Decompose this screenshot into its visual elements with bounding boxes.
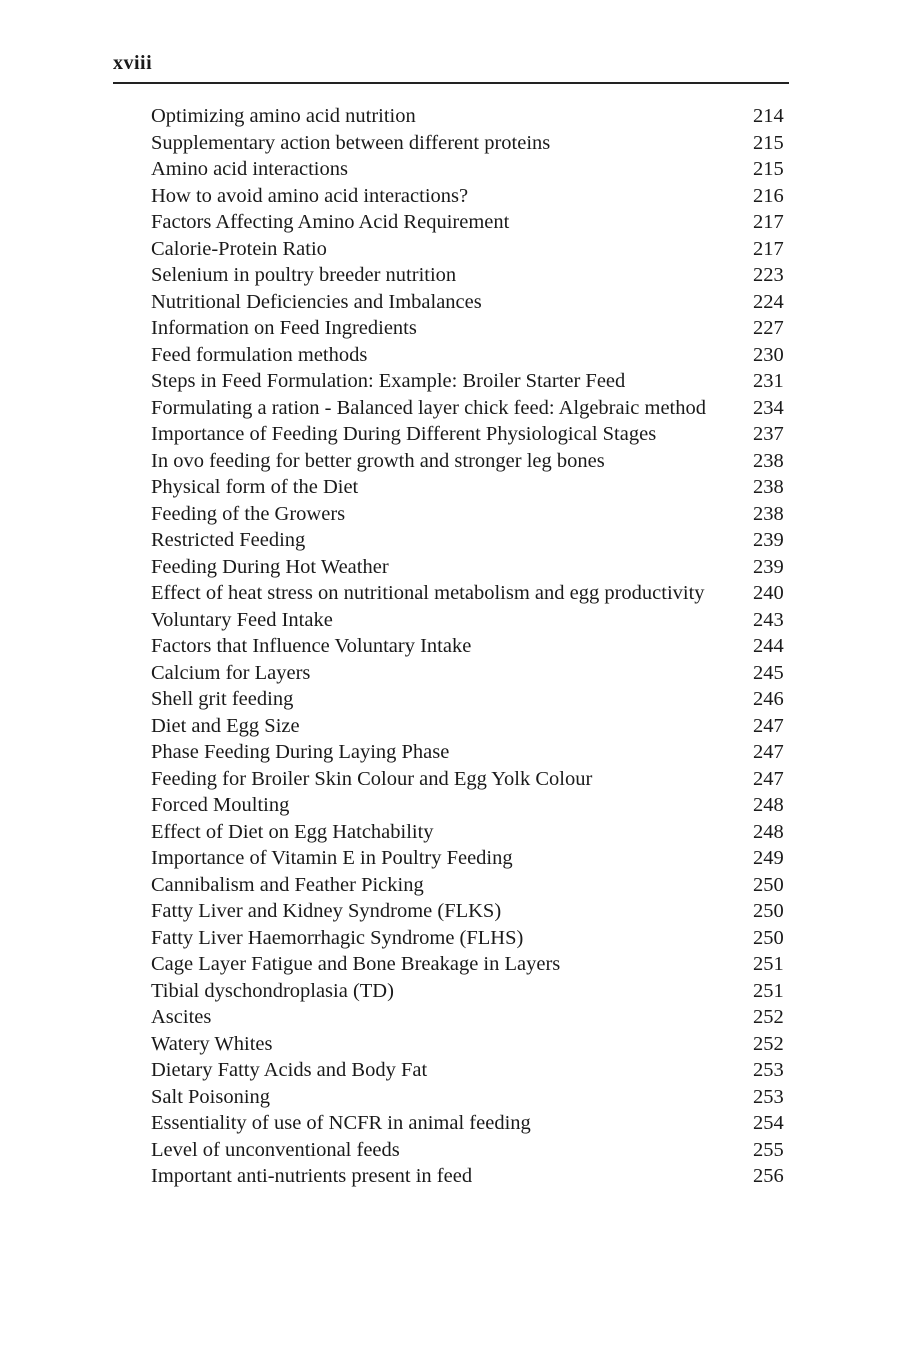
toc-entry-page: 216 bbox=[753, 184, 784, 207]
toc-entry-title: Level of unconventional feeds bbox=[151, 1138, 400, 1161]
toc-entry-page: 251 bbox=[753, 953, 784, 975]
toc-entry-page: 239 bbox=[753, 529, 784, 551]
toc-entry-page: 234 bbox=[753, 396, 784, 419]
toc-entry-page: 252 bbox=[753, 1032, 784, 1055]
toc-entry-title: Importance of Vitamin E in Poultry Feeding bbox=[151, 847, 513, 869]
toc-entry-title: Salt Poisoning bbox=[151, 1085, 271, 1108]
toc-entry bbox=[151, 368, 789, 395]
toc-entry bbox=[151, 289, 789, 316]
toc-entry-page: 224 bbox=[753, 290, 784, 313]
toc-entry bbox=[151, 342, 789, 369]
toc-entry-title: Steps in Feed Formulation: Example: Broiler Starter Feed bbox=[151, 370, 626, 392]
toc-entry-page: 254 bbox=[753, 1112, 784, 1134]
toc-entry bbox=[151, 554, 789, 581]
toc-entry bbox=[151, 315, 789, 342]
toc-entry bbox=[151, 925, 789, 952]
toc-entry-title: Important anti-nutrients present in feed bbox=[151, 1165, 473, 1187]
toc-entry-title: Diet and Egg Size bbox=[151, 714, 300, 737]
toc-entry-page: 217 bbox=[753, 211, 784, 233]
toc-entry bbox=[151, 448, 789, 475]
toc-entry-title: Nutritional Deficiencies and Imbalances bbox=[151, 290, 482, 313]
toc-entry bbox=[151, 1084, 789, 1111]
toc-entry-page: 244 bbox=[753, 635, 784, 657]
toc-entry-title: Feeding During Hot Weather bbox=[151, 555, 389, 578]
toc-entry bbox=[151, 580, 789, 607]
toc-entry-page: 253 bbox=[753, 1059, 784, 1081]
toc-entry-title: In ovo feeding for better growth and stronger leg bones bbox=[151, 449, 605, 472]
toc-entry bbox=[151, 1163, 789, 1190]
toc-entry-page: 217 bbox=[753, 237, 784, 260]
toc-entry-page: 215 bbox=[753, 131, 784, 154]
toc-entry-title: Calorie-Protein Ratio bbox=[151, 237, 327, 260]
toc-entry bbox=[151, 872, 789, 899]
toc-entry bbox=[151, 739, 789, 766]
toc-entry-page: 238 bbox=[753, 449, 784, 472]
toc-entry-title: Formulating a ration - Balanced layer chick feed: Algebraic method bbox=[151, 396, 707, 419]
header-rule bbox=[113, 82, 789, 84]
toc-entry-title: Watery Whites bbox=[151, 1032, 273, 1055]
toc-entry bbox=[151, 766, 789, 793]
toc-entry-page: 247 bbox=[753, 741, 784, 763]
toc-entry bbox=[151, 236, 789, 263]
table-of-contents bbox=[151, 103, 789, 1190]
toc-entry-page: 214 bbox=[753, 105, 784, 127]
toc-entry-page: 240 bbox=[753, 582, 784, 604]
toc-entry bbox=[151, 1004, 789, 1031]
toc-entry-title: Feeding of the Growers bbox=[151, 502, 346, 525]
toc-entry-page: 237 bbox=[753, 423, 784, 445]
toc-entry-page: 250 bbox=[753, 900, 784, 922]
toc-entry-title: Amino acid interactions bbox=[151, 158, 348, 180]
toc-entry bbox=[151, 845, 789, 872]
toc-entry-title: Optimizing amino acid nutrition bbox=[151, 105, 416, 127]
toc-entry bbox=[151, 898, 789, 925]
toc-entry-page: 245 bbox=[753, 661, 784, 684]
toc-entry-title: Fatty Liver Haemorrhagic Syndrome (FLHS) bbox=[151, 926, 524, 949]
toc-entry-page: 215 bbox=[753, 158, 784, 180]
toc-entry bbox=[151, 978, 789, 1005]
toc-entry-title: Physical form of the Diet bbox=[151, 476, 359, 498]
toc-entry-title: Cannibalism and Feather Picking bbox=[151, 873, 424, 896]
toc-entry-title: Fatty Liver and Kidney Syndrome (FLKS) bbox=[151, 900, 502, 922]
toc-entry bbox=[151, 103, 789, 130]
toc-entry bbox=[151, 713, 789, 740]
toc-entry bbox=[151, 660, 789, 687]
toc-entry-page: 255 bbox=[753, 1138, 784, 1161]
toc-entry-title: Dietary Fatty Acids and Body Fat bbox=[151, 1059, 428, 1081]
toc-entry-title: Feed formulation methods bbox=[151, 343, 368, 366]
toc-entry bbox=[151, 819, 789, 846]
toc-entry-page: 231 bbox=[753, 370, 784, 392]
page-number: xviii bbox=[113, 52, 153, 74]
toc-entry bbox=[151, 1031, 789, 1058]
toc-entry-title: Ascites bbox=[151, 1006, 212, 1028]
toc-entry bbox=[151, 1057, 789, 1084]
toc-entry bbox=[151, 501, 789, 528]
toc-entry-page: 238 bbox=[753, 502, 784, 525]
toc-entry-title: Shell grit feeding bbox=[151, 688, 294, 710]
toc-entry bbox=[151, 421, 789, 448]
toc-entry-title: Selenium in poultry breeder nutrition bbox=[151, 264, 457, 286]
toc-entry-title: Calcium for Layers bbox=[151, 661, 311, 684]
toc-entry-page: 230 bbox=[753, 343, 784, 366]
toc-entry bbox=[151, 395, 789, 422]
toc-entry-page: 238 bbox=[753, 476, 784, 498]
toc-entry-title: Factors that Influence Voluntary Intake bbox=[151, 635, 472, 657]
toc-entry-page: 256 bbox=[753, 1165, 784, 1187]
toc-entry-page: 247 bbox=[753, 714, 784, 737]
toc-entry-page: 223 bbox=[753, 264, 784, 286]
toc-entry bbox=[151, 686, 789, 713]
toc-entry-title: Voluntary Feed Intake bbox=[151, 608, 333, 631]
toc-entry-page: 247 bbox=[753, 767, 784, 790]
toc-entry-page: 251 bbox=[753, 979, 784, 1002]
toc-entry-title: Cage Layer Fatigue and Bone Breakage in Layers bbox=[151, 953, 561, 975]
toc-entry-title: Essentiality of use of NCFR in animal feeding bbox=[151, 1112, 531, 1134]
toc-entry-page: 239 bbox=[753, 555, 784, 578]
toc-entry-title: Restricted Feeding bbox=[151, 529, 306, 551]
toc-entry bbox=[151, 792, 789, 819]
toc-entry bbox=[151, 262, 789, 289]
toc-entry bbox=[151, 527, 789, 554]
toc-entry-page: 249 bbox=[753, 847, 784, 869]
toc-entry bbox=[151, 474, 789, 501]
toc-entry bbox=[151, 209, 789, 236]
toc-entry-page: 253 bbox=[753, 1085, 784, 1108]
toc-entry-page: 250 bbox=[753, 926, 784, 949]
toc-entry bbox=[151, 130, 789, 157]
toc-entry bbox=[151, 1110, 789, 1137]
toc-entry-title: Information on Feed Ingredients bbox=[151, 317, 417, 339]
toc-entry bbox=[151, 156, 789, 183]
toc-entry-title: Effect of Diet on Egg Hatchability bbox=[151, 820, 434, 843]
toc-entry-title: Factors Affecting Amino Acid Requirement bbox=[151, 211, 510, 233]
toc-entry-title: How to avoid amino acid interactions? bbox=[151, 184, 469, 207]
toc-entry-page: 243 bbox=[753, 608, 784, 631]
toc-entry bbox=[151, 607, 789, 634]
toc-entry-title: Supplementary action between different proteins bbox=[151, 131, 551, 154]
toc-entry-title: Tibial dyschondroplasia (TD) bbox=[151, 979, 394, 1002]
toc-entry bbox=[151, 1137, 789, 1164]
toc-entry bbox=[151, 633, 789, 660]
toc-entry-title: Forced Moulting bbox=[151, 794, 290, 816]
toc-entry-page: 248 bbox=[753, 820, 784, 843]
toc-entry-page: 252 bbox=[753, 1006, 784, 1028]
toc-entry-page: 248 bbox=[753, 794, 784, 816]
toc-entry-title: Feeding for Broiler Skin Colour and Egg Yolk Colour bbox=[151, 767, 593, 790]
toc-entry-title: Phase Feeding During Laying Phase bbox=[151, 741, 450, 763]
toc-entry-page: 246 bbox=[753, 688, 784, 710]
toc-entry-page: 250 bbox=[753, 873, 784, 896]
toc-entry bbox=[151, 951, 789, 978]
toc-entry-page: 227 bbox=[753, 317, 784, 339]
toc-entry-title: Effect of heat stress on nutritional metabolism and egg productivity bbox=[151, 582, 705, 604]
toc-entry bbox=[151, 183, 789, 210]
toc-entry-title: Importance of Feeding During Different Physiological Stages bbox=[151, 423, 657, 445]
